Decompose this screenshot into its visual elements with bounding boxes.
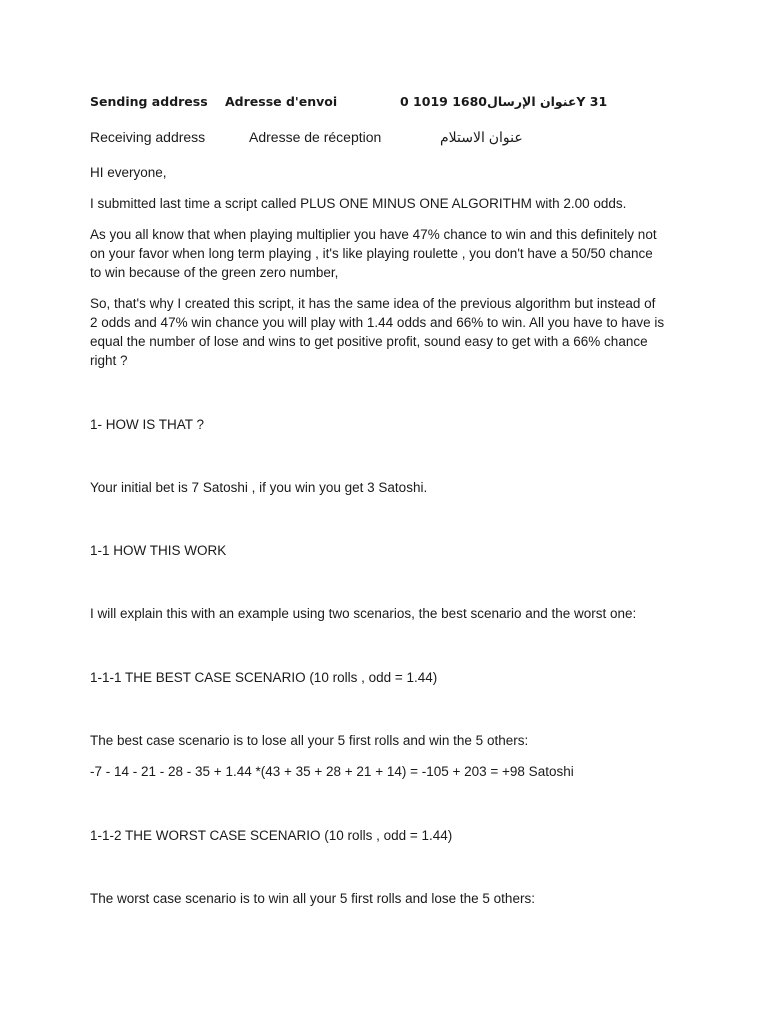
receiving-address-label-en: Receiving address <box>90 129 206 145</box>
paragraph-chance <box>90 225 680 282</box>
sending-address-label-en: Sending address <box>90 94 208 109</box>
sending-address-label-ar: 0 1019 1680عنوان الإرسالY 31 <box>400 94 608 109</box>
receiving-address-label-ar: عنوان الاستلام <box>440 129 523 145</box>
paragraph-initial-bet: Your initial bet is 7 Satoshi , if you win you get 3 Satoshi. <box>90 480 428 495</box>
paragraph-line: right ? <box>90 353 128 368</box>
paragraph-line: So, that's why I created this script, it has the same idea of the previous algorithm but instead of <box>90 296 656 311</box>
section-heading-1: 1- HOW IS THAT ? <box>90 417 205 432</box>
paragraph-best-case: The best case scenario is to lose all your 5 first rolls and win the 5 others: <box>90 733 529 748</box>
section-heading-1-1: 1-1 HOW THIS WORK <box>90 543 227 558</box>
sending-address-label-fr: Adresse d'envoi <box>225 94 338 109</box>
section-heading-worst-case: 1-1-2 THE WORST CASE SCENARIO (10 rolls , odd = 1.44) <box>90 828 453 843</box>
receiving-address-label-fr: Adresse de réception <box>249 129 382 145</box>
paragraph-line: 2 odds and 47% win chance you will play with 1.44 odds and 66% to win. All you have to have is <box>90 315 665 330</box>
paragraph-line: As you all know that when playing multiplier you have 47% chance to win and this definitely not <box>90 227 657 242</box>
greeting: HI everyone, <box>90 165 167 180</box>
paragraph-line: on your favor when long term playing , it's like playing roulette , you don't have a 50/50 chance <box>90 246 653 261</box>
paragraph-line: equal the number of lose and wins to get positive profit, sound easy to get with a 66% chance <box>90 334 648 349</box>
paragraph-script <box>90 294 680 370</box>
paragraph-worst-case: The worst case scenario is to win all your 5 first rolls and lose the 5 others: <box>90 891 535 906</box>
paragraph-line: to win because of the green zero number, <box>90 265 339 280</box>
receiving-address-row <box>90 129 690 149</box>
paragraph-explain: I will explain this with an example using two scenarios, the best scenario and the worst one: <box>90 606 637 621</box>
paragraph-intro: I submitted last time a script called PLUS ONE MINUS ONE ALGORITHM with 2.00 odds. <box>90 196 627 211</box>
section-heading-best-case: 1-1-1 THE BEST CASE SCENARIO (10 rolls , odd = 1.44) <box>90 670 438 685</box>
equation-best-case: -7 - 14 - 21 - 28 - 35 + 1.44 *(43 + 35 + 28 + 21 + 14) = -105 + 203 = +98 Satoshi <box>90 764 574 779</box>
sending-address-row <box>90 94 690 114</box>
